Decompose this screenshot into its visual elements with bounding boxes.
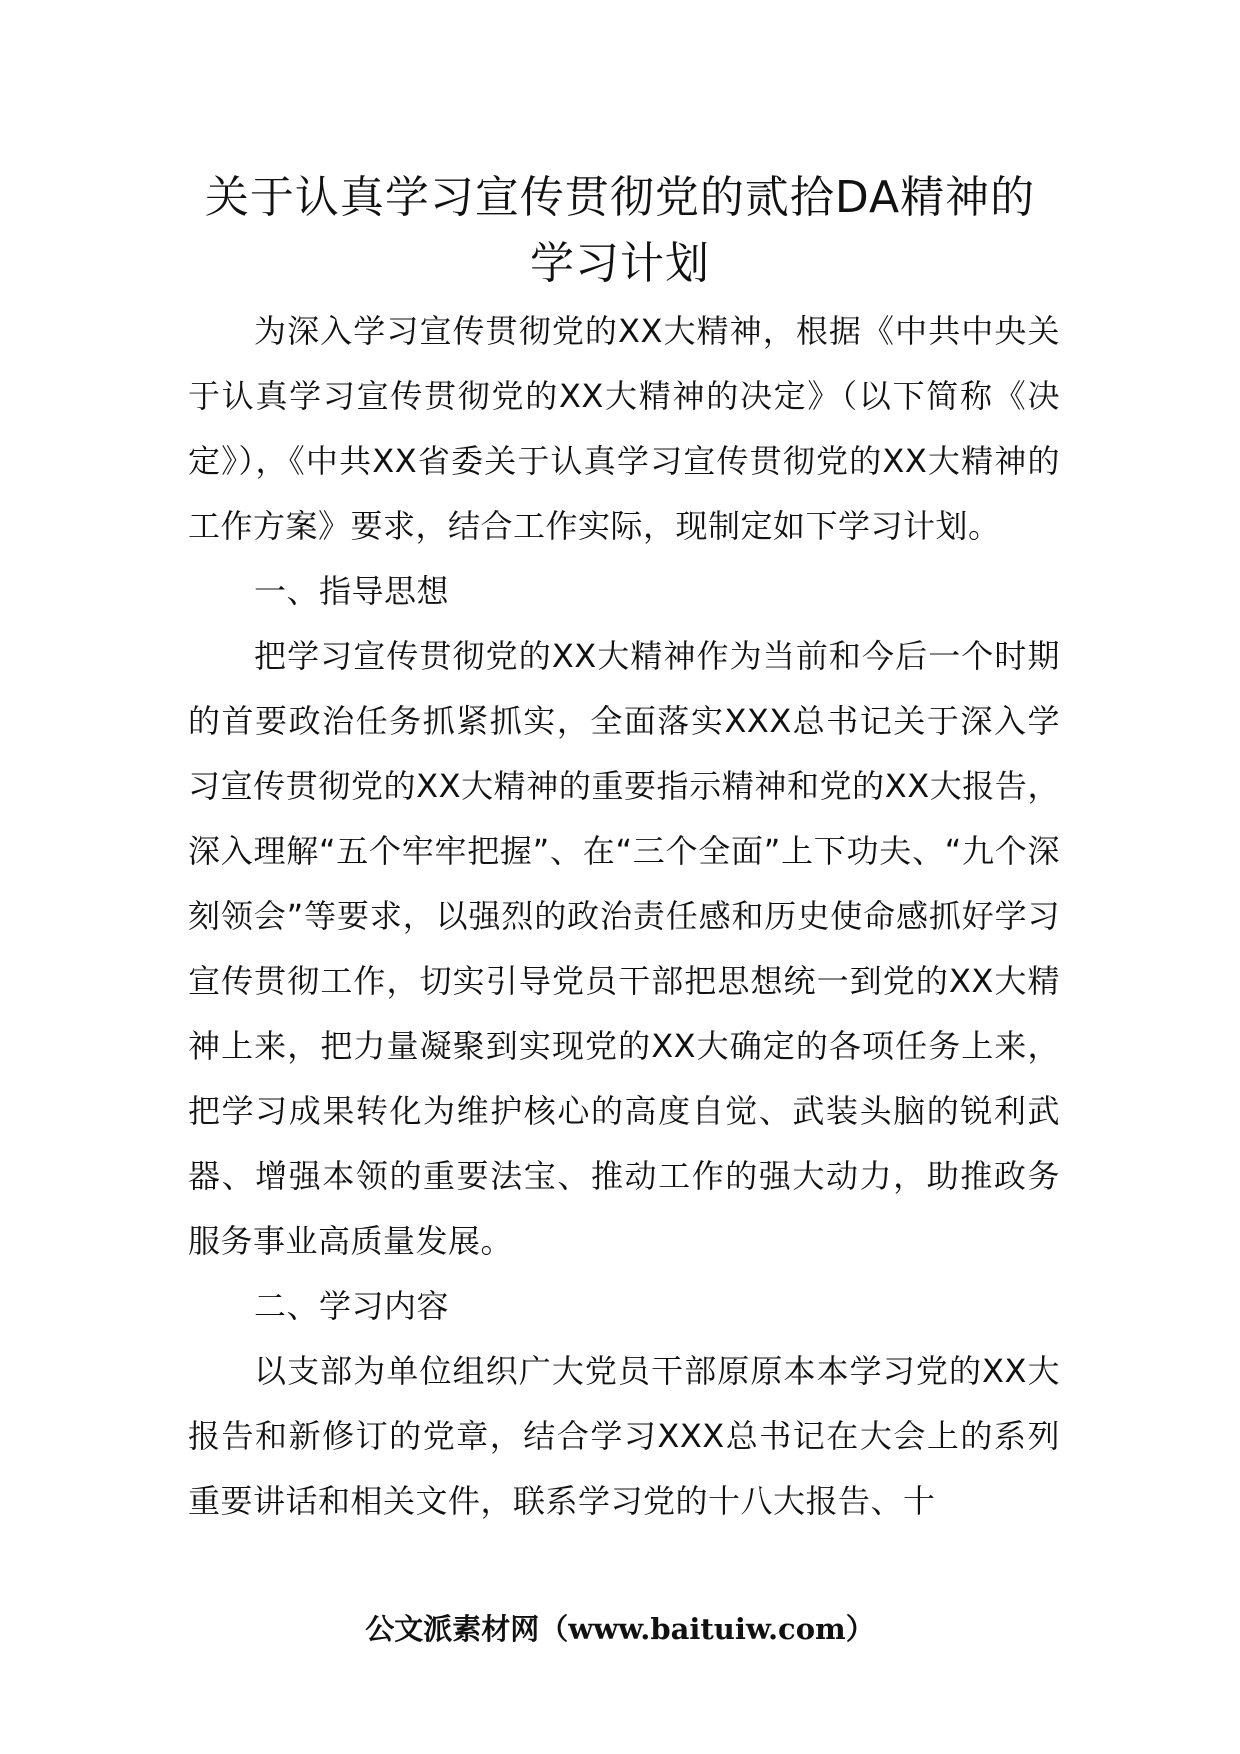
footer-watermark: 公文派素材网（www.baituiw.com） bbox=[365, 1612, 875, 1646]
document-body bbox=[188, 299, 1060, 1534]
document-title-line-1: 关于认真学习宣传贯彻党的贰拾DA精神的 bbox=[204, 172, 1036, 223]
document-title-line-2: 学习计划 bbox=[530, 238, 710, 289]
section-heading-study-content: 二、学习内容 bbox=[254, 1287, 450, 1325]
intro-paragraph: 为深入学习宣传贯彻党的XX大精神，根据《中共中央关于认真学习宣传贯彻党的XX大精神的决定》（以下简称《决定》），《中共XX省委关于认真学习宣传贯彻党的XX大精神的工作方案》要求，结合工作实际，现制定如下学习计划。 bbox=[188, 312, 1060, 545]
section-paragraph-guiding-ideology: 把学习宣传贯彻党的XX大精神作为当前和今后一个时期的首要政治任务抓紧抓实，全面落实XXX总书记关于深入学习宣传贯彻党的XX大精神的重要指示精神和党的XX大报告，深入理解“五个牢牢把握”、在“三个全面”上下功夫、“九个深刻领会”等要求，以强烈的政治责任感和历史使命感抓好学习宣传贯彻工作，切实引导党员干部把思想统一到党的XX大精神上来，把力量凝聚到实现党的XX大确定的各项任务上来，把学习成果转化为维护核心的高度自觉、武装头脑的锐利武器、增强本领的重要法宝、推动工作的强大动力，助推政务服务事业高质量发展。 bbox=[188, 637, 1060, 1260]
section-paragraph-study-content: 以支部为单位组织广大党员干部原原本本学习党的XX大报告和新修订的党章，结合学习XXX总书记在大会上的系列重要讲话和相关文件，联系学习党的十八大报告、十 bbox=[188, 1352, 1060, 1520]
section-heading-guiding-ideology: 一、指导思想 bbox=[254, 572, 450, 610]
